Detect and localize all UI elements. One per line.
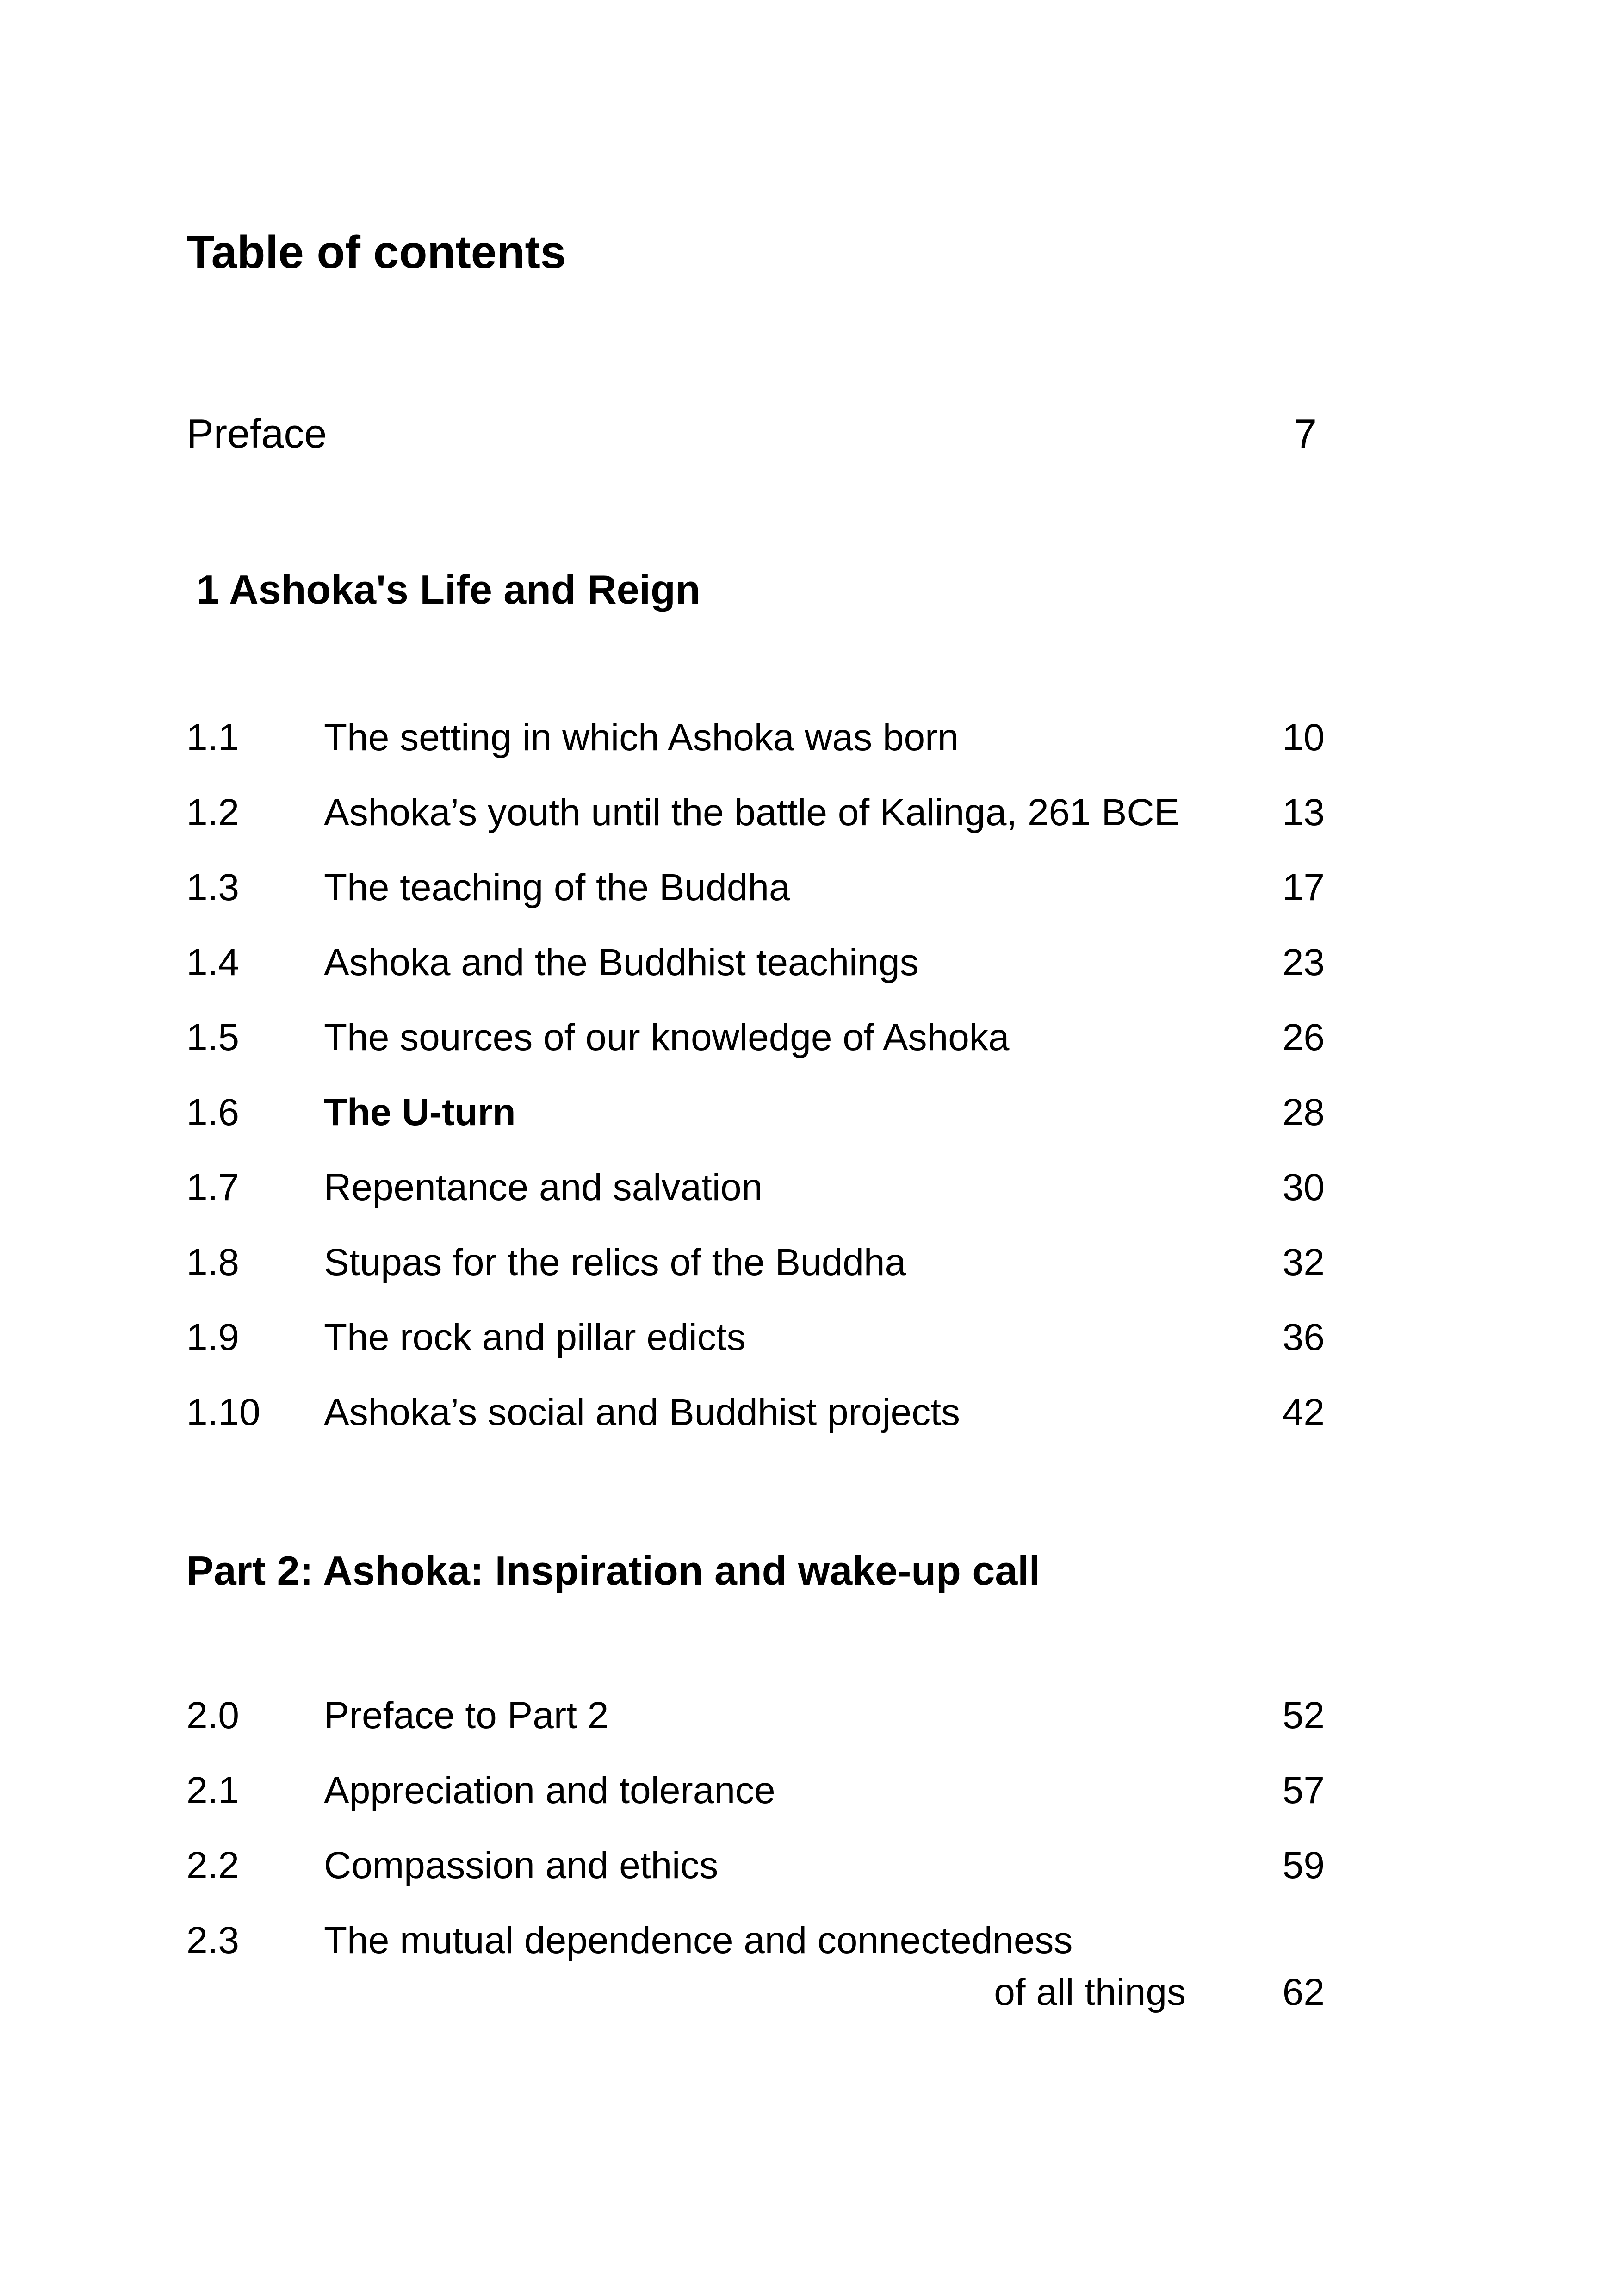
- entry-page-number: 30: [1282, 1166, 1325, 1208]
- entry-number: 1.10: [186, 1391, 260, 1433]
- toc-entry-1-7: [186, 1166, 1325, 1244]
- entry-page-number: 13: [1282, 791, 1325, 834]
- entry-number: 1.4: [186, 941, 239, 983]
- entry-title: Compassion and ethics: [324, 1844, 719, 1886]
- entry-page-number: 52: [1282, 1694, 1325, 1736]
- toc-entry-1-2: [186, 791, 1325, 869]
- page-title: Table of contents: [186, 226, 566, 278]
- preface-page-number: 7: [1294, 411, 1317, 456]
- preface-entry: [186, 413, 1325, 454]
- toc-entry-1-5: [186, 1016, 1325, 1094]
- preface-label: Preface: [186, 411, 327, 456]
- entry-page-number: 42: [1282, 1391, 1325, 1433]
- entry-title: The setting in which Ashoka was born: [324, 716, 959, 759]
- entry-number: 1.9: [186, 1316, 239, 1358]
- entry-number: 1.3: [186, 866, 239, 908]
- entry-title: The rock and pillar edicts: [324, 1316, 746, 1358]
- toc-entry-2-1: [186, 1769, 1325, 1847]
- entry-title: Preface to Part 2: [324, 1694, 609, 1736]
- entry-number: 1.1: [186, 716, 239, 759]
- entry-number: 1.7: [186, 1166, 239, 1208]
- entry-title-continuation: of all things: [994, 1971, 1186, 2013]
- part2-heading: Part 2: Ashoka: Inspiration and wake-up call: [186, 1548, 1041, 1593]
- entry-number: 1.5: [186, 1016, 239, 1058]
- toc-entry-1-4: [186, 941, 1325, 1019]
- entry-title: The U-turn: [324, 1091, 516, 1133]
- entry-page-number: 59: [1282, 1844, 1325, 1886]
- entry-page-number: 28: [1282, 1091, 1325, 1133]
- part2-entry-list: [186, 1694, 1325, 2028]
- entry-title: Appreciation and tolerance: [324, 1769, 775, 1811]
- toc-entry-2-2: [186, 1844, 1325, 1922]
- entry-number: 1.8: [186, 1241, 239, 1283]
- toc-entry-1-10: [186, 1391, 1325, 1468]
- entry-number: 2.2: [186, 1844, 239, 1886]
- toc-entry-1-3: [186, 866, 1325, 944]
- part1-heading: 1 Ashoka's Life and Reign: [197, 566, 701, 612]
- toc-entry-1-6: [186, 1091, 1325, 1169]
- part1-entry-list: [186, 716, 1325, 1468]
- entry-page-number: 32: [1282, 1241, 1325, 1283]
- entry-title: Ashoka’s social and Buddhist projects: [324, 1391, 961, 1433]
- entry-number: 2.3: [186, 1919, 239, 1961]
- toc-entry-2-3: [186, 1919, 1325, 2028]
- entry-number: 1.6: [186, 1091, 239, 1133]
- entry-number: 2.1: [186, 1769, 239, 1811]
- entry-page-number: 26: [1282, 1016, 1325, 1058]
- entry-title: Stupas for the relics of the Buddha: [324, 1241, 906, 1283]
- entry-number: 1.2: [186, 791, 239, 834]
- entry-number: 2.0: [186, 1694, 239, 1736]
- entry-title: The sources of our knowledge of Ashoka: [324, 1016, 1010, 1058]
- entry-page-number: 17: [1282, 866, 1325, 908]
- toc-entry-1-9: [186, 1316, 1325, 1394]
- entry-page-number: 62: [1282, 1971, 1325, 2013]
- entry-page-number: 36: [1282, 1316, 1325, 1358]
- entry-title: Ashoka’s youth until the battle of Kalinga, 261 BCE: [324, 791, 1180, 834]
- entry-page-number: 23: [1282, 941, 1325, 983]
- toc-entry-1-8: [186, 1241, 1325, 1319]
- toc-entry-2-0: [186, 1694, 1325, 1772]
- toc-entry-1-1: [186, 716, 1325, 794]
- entry-page-number: 57: [1282, 1769, 1325, 1811]
- entry-title: The mutual dependence and connectedness: [324, 1919, 1073, 1961]
- entry-title: Ashoka and the Buddhist teachings: [324, 941, 919, 983]
- entry-title: The teaching of the Buddha: [324, 866, 790, 908]
- entry-page-number: 10: [1282, 716, 1325, 759]
- entry-title: Repentance and salvation: [324, 1166, 763, 1208]
